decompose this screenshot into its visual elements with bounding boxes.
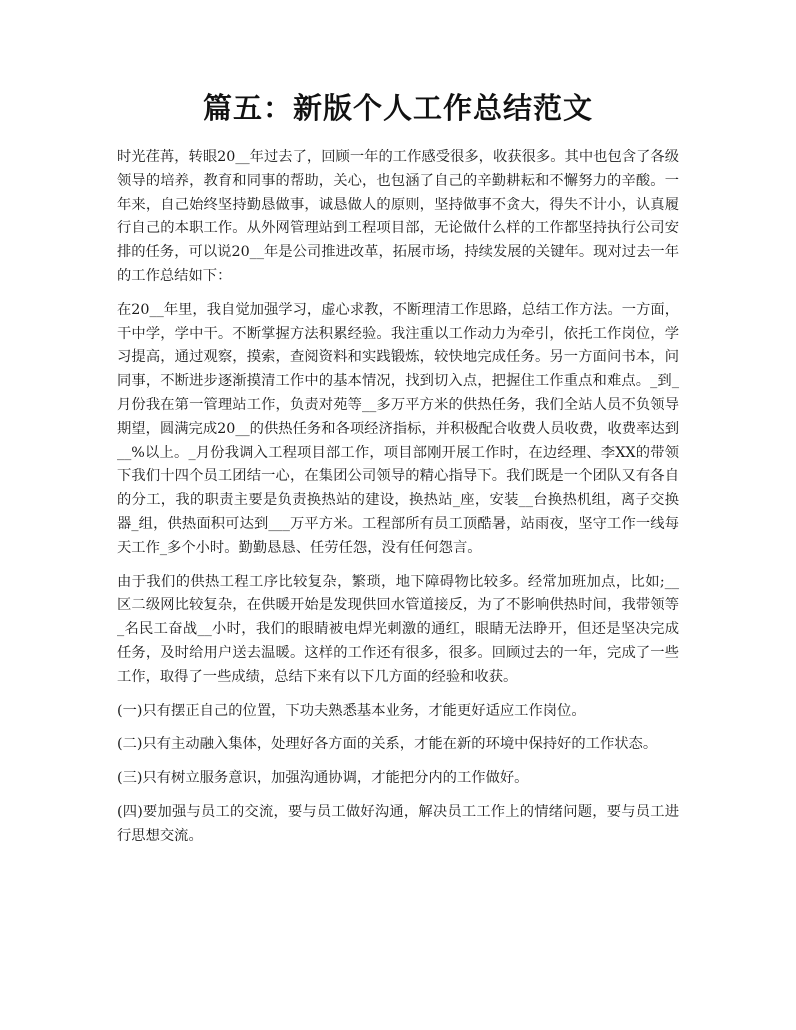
paragraph-lesson-4: (四)要加强与员工的交流，要与员工做好沟通，解决员工工作上的情绪问题，要与员工进行思想交流。 [117,803,679,844]
paragraph-lesson-2: (二)只有主动融入集体，处理好各方面的关系，才能在新的环境中保持好的工作状态。 [117,736,658,753]
paragraph-lesson-3: (三)只有树立服务意识，加强沟通协调，才能把分内的工作做好。 [117,770,529,787]
paragraph-work-review: 在20__年里，我自觉加强学习，虚心求教，不断理清工作思路，总结工作方法。一方面，干中学，学中干。不断掌握方法积累经验。我注重以工作动力为牵引，依托工作岗位，学习提高，通过观察，摸索，查阅资料和实践锻炼，较快地完成任务。另一方面问书本，问同事，不断进步逐渐摸清工作中的基本情况，找到切入点，把握住工作重点和难点。_到_月份我在第一管理站工作，负责对苑等__多万平方米的供热任务，我们全站人员不负领导期望，圆满完成20__的供热任务和各项经济指标，并积极配合收费人员收费，收费率达到__%以上。_月份我调入工程项目部工作，项目部刚开展工作时，在边经理、李XX的带领下我们十四个员工团结一心，在集团公司领导的精心指导下。我们既是一个团队又有各自的分工，我的职责主要是负责换热站的建设，换热站_座，安装__台换热机组，离子交换器_组，供热面积可达到___万平方米。工程部所有员工顶酷暑，站雨夜，坚守工作一线每天工作_多个小时。勤勤恳恳、任劳任怨，没有任何怨言。 [117,301,679,556]
paragraph-intro: 时光荏苒，转眼20__年过去了，回顾一年的工作感受很多，收获很多。其中也包含了各级领导的培养，教育和同事的帮助，关心，也包涵了自己的辛勤耕耘和不懈努力的辛酸。一年来，自己始终坚持勤恳做事，诚恳做人的原则，坚持做事不贪大，得失不计小，认真履行自己的本职工作。从外网管理站到工程项目部，无论做什么样的工作都坚持执行公司安排的任务，可以说20__年是公司推进改革，拓展市场，持续发展的关键年。现对过去一年的工作总结如下： [117,149,679,284]
document-title: 篇五：新版个人工作总结范文 [202,91,593,125]
document-page [117,88,679,859]
paragraph-lesson-1: (一)只有摆正自己的位置，下功夫熟悉基本业务，才能更好适应工作岗位。 [117,702,586,719]
paragraph-project-experience: 由于我们的供热工程工序比较复杂，繁琐，地下障碍物比较多。经常加班加点，比如;__区二级网比较复杂，在供暖开始是发现供回水管道接反，为了不影响供热时间，我带领等_名民工奋战__小时，我们的眼睛被电焊光刺激的通红，眼睛无法睁开，但还是坚决完成任务，及时给用户送去温暖。这样的工作还有很多，很多。回顾过去的一年，完成了一些工作，取得了一些成绩，总结下来有以下几方面的经验和收获。 [117,573,679,685]
